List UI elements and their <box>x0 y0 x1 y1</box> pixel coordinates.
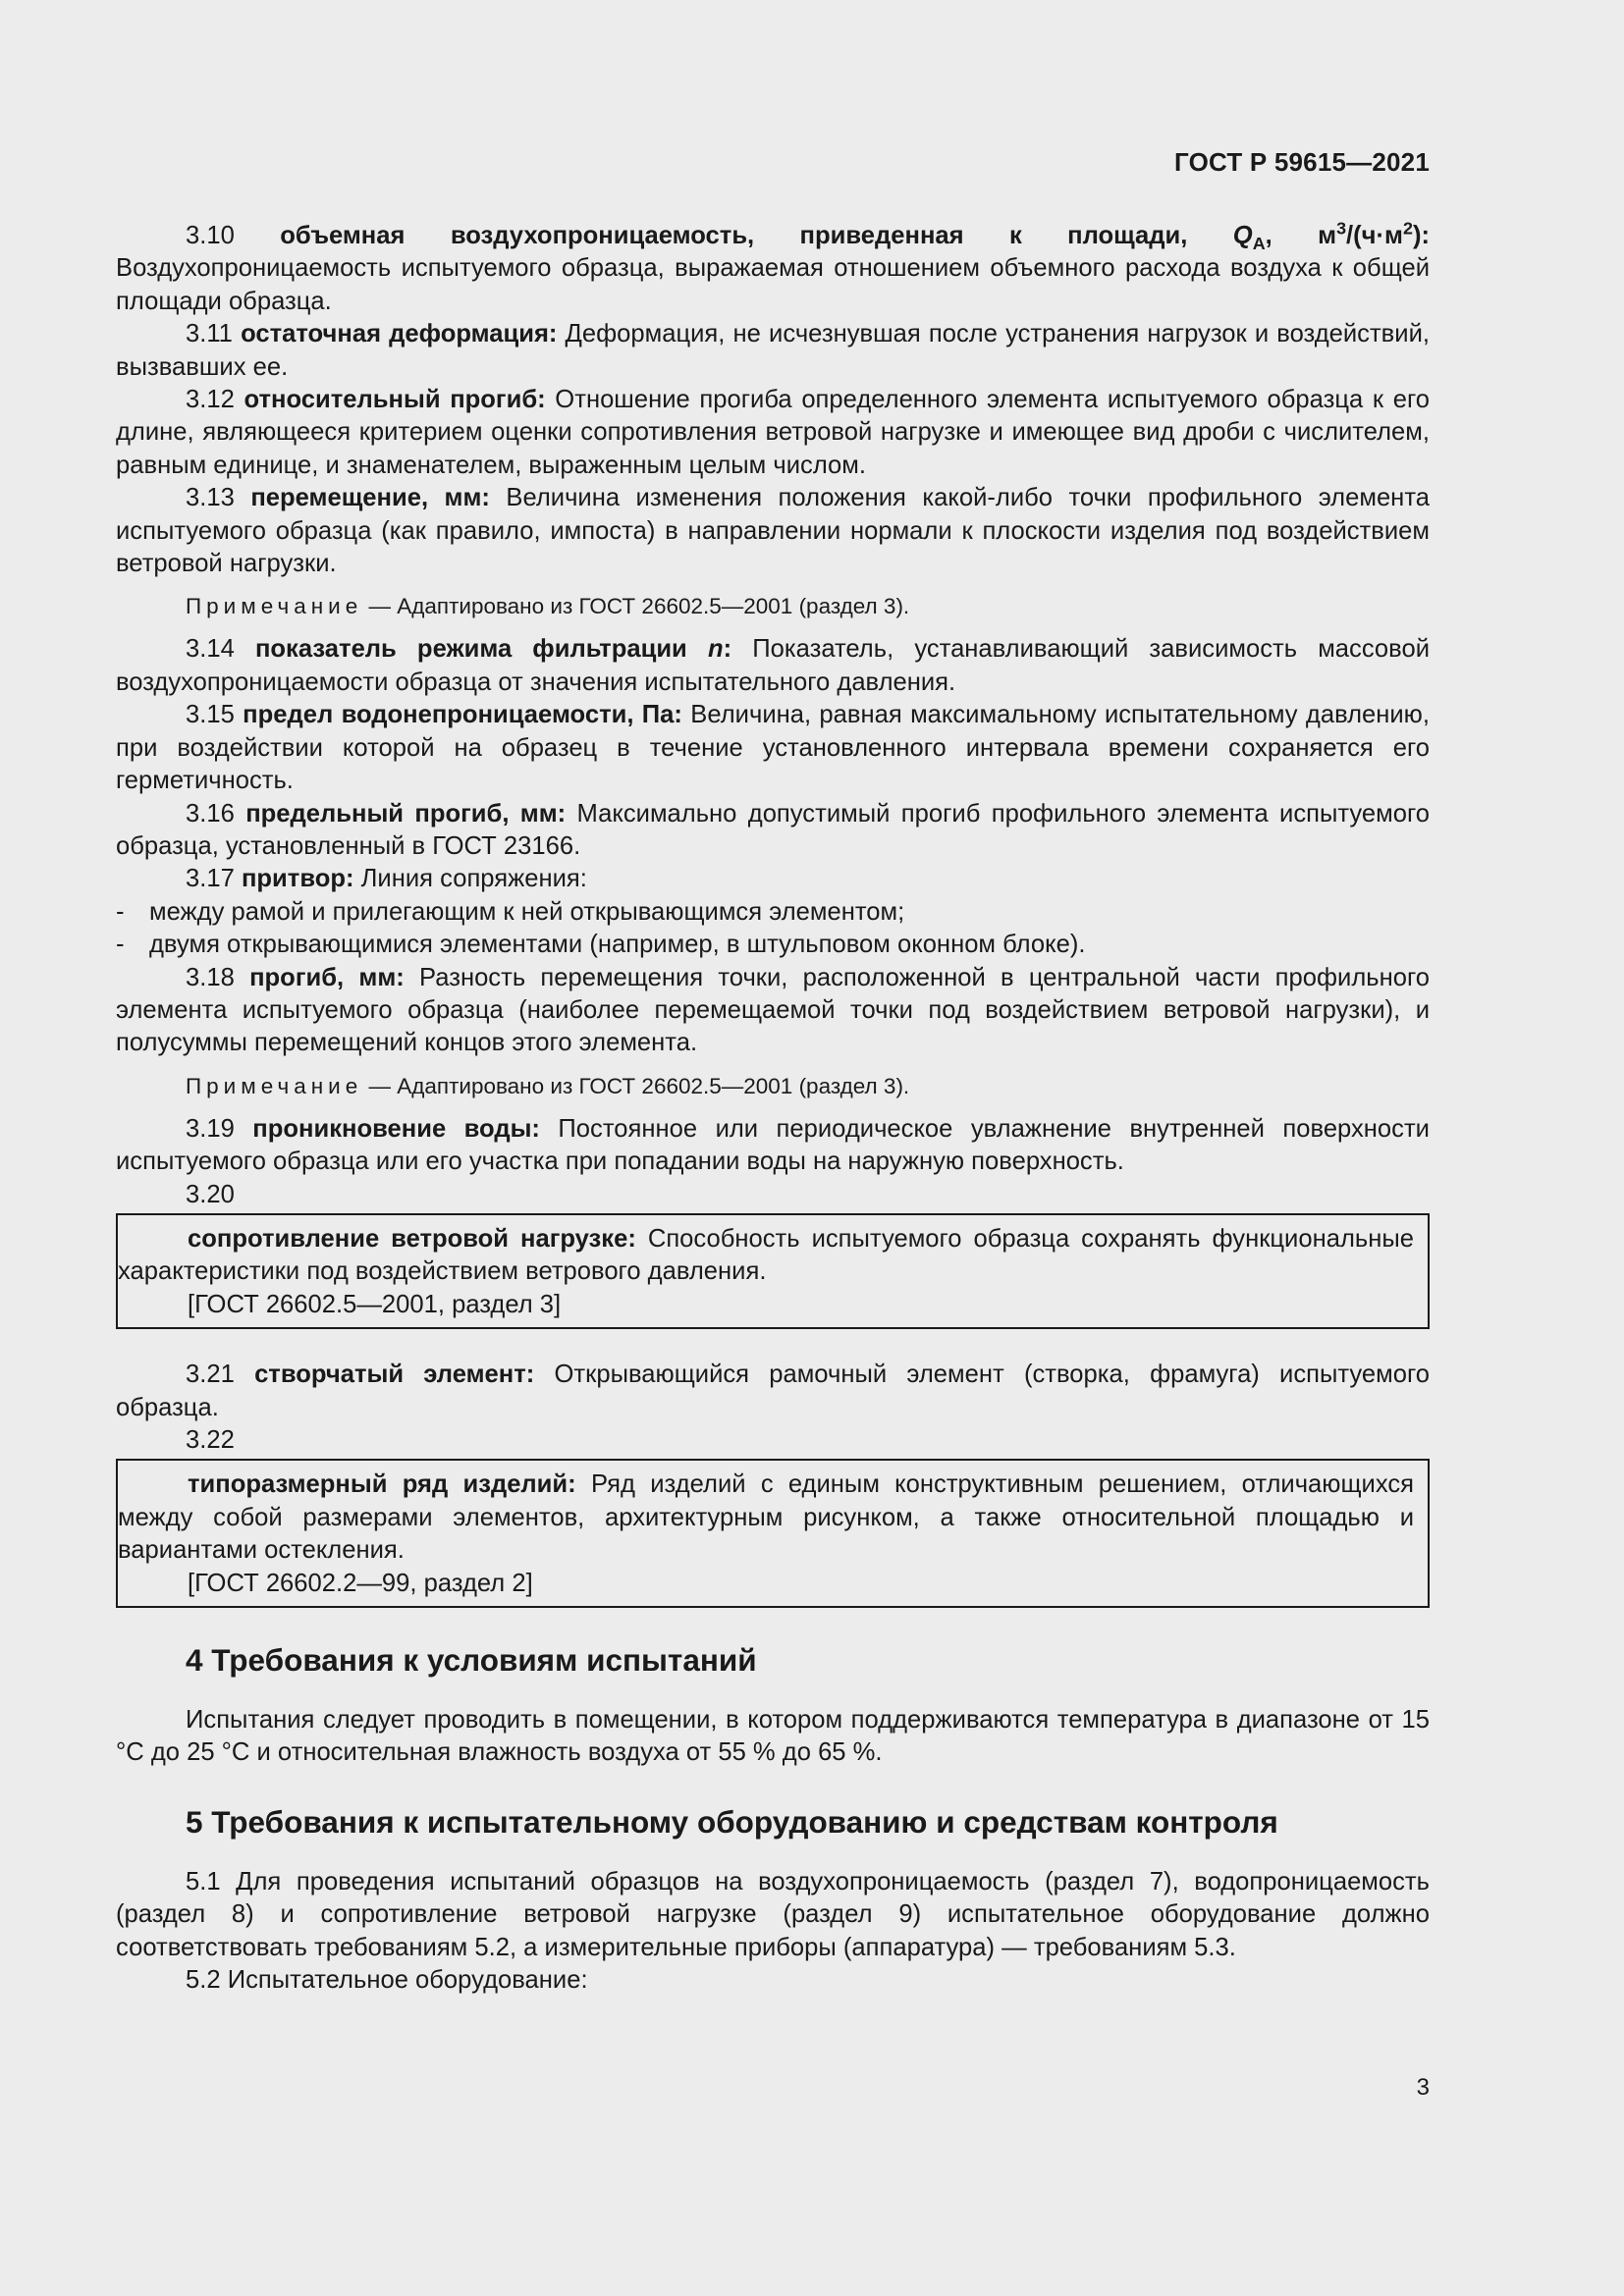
definition-3-22: типоразмерный ряд изделий: Ряд изделий с единым конструктивным решением, отличающихся между собой размерами элементов, архитектурным рисунком, а также относительной площадью и вариантами остекления. <box>118 1470 1415 1565</box>
note-3-13: Примечание — Адаптировано из ГОСТ 26602.5—2001 (раздел 3). <box>186 594 910 619</box>
definition-3-20: сопротивление ветровой нагрузке: Способность испытуемого образца сохранять функциональные характеристики под воздействием ветрового давления. <box>118 1224 1414 1286</box>
definition-3-21: 3.21 створчатый элемент: Открывающийся рамочный элемент (створка, фрамуга) испытуемого образца. <box>116 1361 1430 1421</box>
definition-3-14: 3.14 показатель режима фильтрации n: Показатель, устанавливающий зависимость массовой воздухопроницаемости образца от значения испытательного давления. <box>116 635 1430 696</box>
reference-3-22: [ГОСТ 26602.2—99, раздел 2] <box>188 1569 533 1597</box>
section-5-heading: 5 Требования к испытательному оборудованию и средствам контроля <box>186 1803 1278 1840</box>
definition-3-16: 3.16 предельный прогиб, мм: Максимально допустимый прогиб профильного элемента испытуемого образца, установленный в ГОСТ 23166. <box>116 799 1430 860</box>
list-item: - между рамой и прилегающим к ней открывающимся элементом; <box>116 897 905 926</box>
paragraph-5-2: 5.2 Испытательное оборудование: <box>186 1966 588 1995</box>
page-number: 3 <box>1416 2074 1430 2101</box>
section-4-heading: 4 Требования к условиям испытаний <box>186 1642 757 1679</box>
definition-3-20-number: 3.20 <box>186 1180 235 1208</box>
definition-3-13: 3.13 перемещение, мм: Величина изменения положения какой-либо точки профильного элемента испытуемого образца (как правило, импоста) в направлении нормали к плоскости изделия под воздействием ветровой нагрузки. <box>116 484 1430 578</box>
document-number: ГОСТ Р 59615—2021 <box>1174 147 1430 177</box>
definition-3-15: 3.15 предел водонепроницаемости, Па: Величина, равная максимальному испытательному давлению, при воздействии которой на образец в течение установленного интервала времени сохраняется его герметичность. <box>116 701 1430 795</box>
definition-3-22-number: 3.22 <box>186 1426 235 1454</box>
list-item: - двумя открывающимися элементами (например, в штульповом оконном блоке). <box>116 931 1086 959</box>
document-body <box>116 220 1430 1997</box>
definition-3-10: 3.10 объемная воздухопроницаемость, приведенная к площади, $Q_A$, $м^3/(ч\cdot м^2)$: Воздухопроницаемость испытуемого образца, выражаемая отношением объемного расхода воздуха к общей площади образца. <box>116 218 1431 315</box>
reference-3-20: [ГОСТ 26602.5—2001, раздел 3] <box>188 1290 562 1318</box>
definition-3-18: 3.18 прогиб, мм: Разность перемещения точки, расположенной в центральной части профильного элемента испытуемого образца (наиболее перемещаемой точки под воздействием ветровой нагрузки), и полусуммы перемещений концов этого элемента. <box>116 963 1430 1057</box>
paragraph-5-1: 5.1 Для проведения испытаний образцов на воздухопроницаемость (раздел 7), водопроницаемость (раздел 8) и сопротивление ветровой нагрузке (раздел 9) испытательное оборудование должно соответствовать требованиям 5.2, а измерительные приборы (аппаратура) — требованиям 5.3. <box>116 1867 1430 1961</box>
definition-3-11: 3.11 остаточная деформация: Деформация, не исчезнувшая после устранения нагрузок и воздействий, вызвавших ее. <box>116 320 1430 381</box>
note-3-18: Примечание — Адаптировано из ГОСТ 26602.5—2001 (раздел 3). <box>186 1073 910 1098</box>
definition-3-17: 3.17 притвор: Линия сопряжения: <box>186 865 587 893</box>
definition-3-12: 3.12 относительный прогиб: Отношение прогиба определенного элемента испытуемого образца к его длине, являющееся критерием оценки сопротивления ветровой нагрузке и имеющее вид дроби с числителем, равным единице, и знаменателем, выраженным целым числом. <box>116 386 1430 479</box>
definition-3-19: 3.19 проникновение воды: Постоянное или периодическое увлажнение внутренней поверхности испытуемого образца или его участка при попадании воды на наружную поверхность. <box>116 1114 1430 1176</box>
definition-3-22-box <box>116 1459 1430 1608</box>
definition-3-20-box <box>116 1213 1430 1329</box>
section-4-text: Испытания следует проводить в помещении, в котором поддерживаются температура в диапазоне от 15 °С до 25 °С и относительная влажность воздуха от 55 % до 65 %. <box>116 1706 1430 1767</box>
